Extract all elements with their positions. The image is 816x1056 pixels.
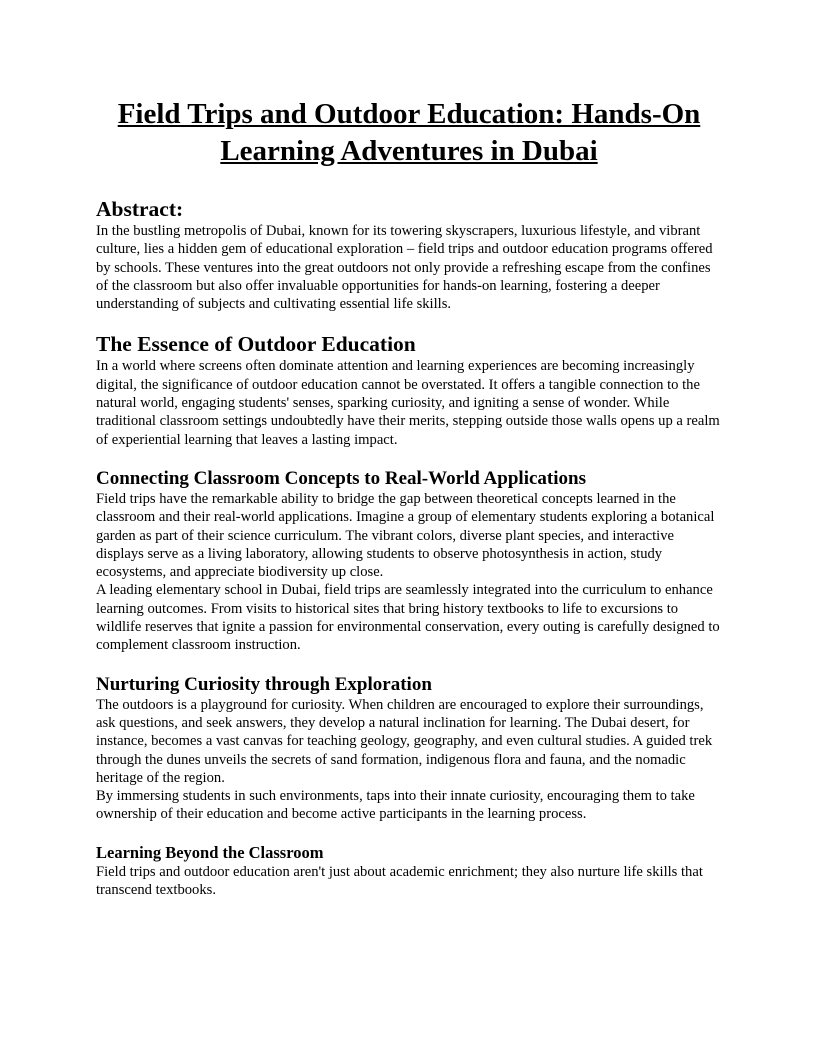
essence-text: In a world where screens often dominate attention and learning experiences are becoming increasingly digital, the significance of outdoor education cannot be overstated. It offers a tangible connection to the natural world, engaging students' senses, sparking curiosity, and igniting a sense of wonder. While traditional classroom settings undoubtedly have their merits, stepping outside those walls opens up a realm of experiential learning that leaves a lasting impact. <box>96 358 720 448</box>
curiosity-heading: Nurturing Curiosity through Exploration <box>96 673 432 695</box>
abstract-text: In the bustling metropolis of Dubai, known for its towering skyscrapers, luxurious lifestyle, and vibrant culture, lies a hidden gem of educational exploration – field trips and outdoor education programs offered by schools. These ventures into the great outdoors not only provide a refreshing escape from the confines of the classroom but also offer invaluable opportunities for hands-on learning, fostering a deeper understanding of subjects and cultivating essential life skills. <box>96 223 713 313</box>
beyond-text: Field trips and outdoor education aren't just about academic enrichment; they also nurture life skills that transcend textbooks. <box>96 863 703 899</box>
page-title: Field Trips and Outdoor Education: Hands-On Learning Adventures in Dubai <box>117 98 701 167</box>
abstract-heading: Abstract: <box>96 197 184 221</box>
essence-heading: The Essence of Outdoor Education <box>96 332 416 357</box>
connecting-paragraph-1: Field trips have the remarkable ability to bridge the gap between theoretical concepts learned in the classroom and their real-world applications. Imagine a group of elementary students exploring a botanical garden as part of their science curriculum. The vibrant colors, diverse plant species, and interactive displays serve as a living laboratory, allowing students to observe photosynthesis in action, study ecosystems, and appreciate biodiversity up close. <box>96 490 715 581</box>
curiosity-paragraph-2: By immersing students in such environments, taps into their innate curiosity, encouraging them to take ownership of their education and become active participants in the learning process. <box>96 788 695 823</box>
connecting-paragraph-2: A leading elementary school in Dubai, field trips are seamlessly integrated into the curriculum to enhance learning outcomes. From visits to historical sites that bring history textbooks to life to excursions to wildlife reserves that ignite a passion for environmental conservation, every outing is carefully designed to complement classroom instruction. <box>96 582 720 654</box>
curiosity-paragraph-1: The outdoors is a playground for curiosity. When children are encouraged to explore their surroundings, ask questions, and seek answers, they develop a natural inclination for learning. The Dubai desert, for instance, becomes a vast canvas for teaching geology, geography, and even cultural studies. A guided trek through the dunes unveils the secrets of sand formation, indigenous flora and fauna, and the nomadic heritage of the region. <box>96 696 713 786</box>
connecting-heading: Connecting Classroom Concepts to Real-World Applications <box>96 467 586 489</box>
beyond-heading: Learning Beyond the Classroom <box>96 842 324 862</box>
document-page <box>96 0 722 899</box>
